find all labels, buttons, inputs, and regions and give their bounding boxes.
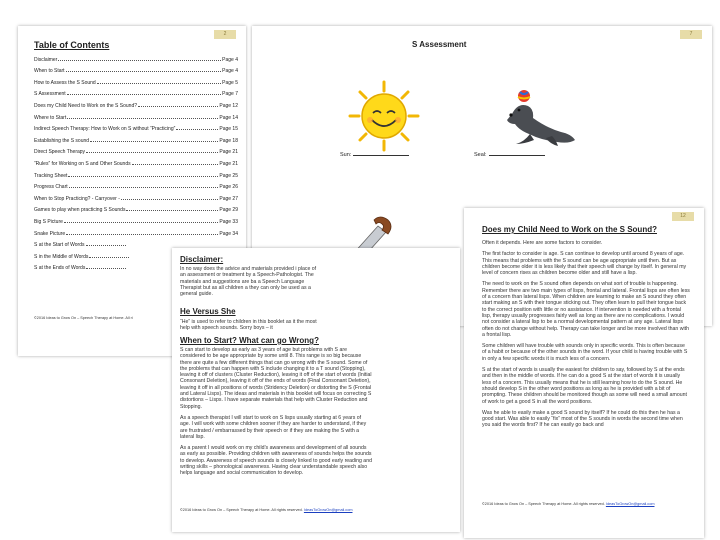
toc-entry-label: Establishing the S sound	[34, 137, 90, 144]
toc-entry-page: Page 15	[219, 126, 238, 133]
footer-email-link[interactable]: IdeasToGrowOn@gmail.com	[605, 502, 655, 506]
paragraph-specific-words: Some children will have trouble with sounds only in specific words. This is often because of a habit or because of the other sounds in the word. If your child is having trouble with S in only a few specific words it is much less of a concern.	[482, 343, 688, 362]
seal-caption	[474, 152, 545, 158]
toc-entry-page: Page 21	[219, 160, 238, 167]
footer-copyright: ©2016 Ideas to Grow On – Speech Therapy at Home. All rights reserved.	[482, 502, 605, 506]
toc-entry[interactable]	[34, 144, 238, 156]
toc-leader-dots	[64, 222, 218, 223]
toc-title: Table of Contents	[34, 40, 110, 50]
toc-leader-dots	[66, 234, 218, 235]
toc-entry-label: Tracking Sheet	[34, 172, 68, 179]
toc-leader-dots	[132, 164, 219, 165]
toc-entry-label: S in the Middle of Words	[34, 253, 89, 260]
child-need-heading: Does my Child Need to Work on the S Sound?	[482, 225, 657, 234]
paragraph-word-positions: S at the start of words is usually the easiest for children to say, followed by S at the ends and then in the middle of words. If he can do a good S at the start of words it is usually less of a concern. This usually means that he is still learning how to do the S sound. He should develop S in the other word positions as long as he is provided with a bit of prompting. These children should be monitored though as some will need a small amount of work to get a good S in all the word positions.	[482, 367, 687, 405]
toc-entry-label: Where to Start	[34, 114, 67, 121]
toc-footer: ©2016 Ideas to Grow On – Speech Therapy at Home. All ri	[34, 316, 133, 320]
toc-entry-page: Page 25	[219, 172, 238, 179]
toc-entry[interactable]	[34, 51, 238, 63]
toc-leader-dots	[89, 257, 129, 258]
toc-leader-dots	[86, 268, 126, 269]
toc-entry-page: Page 26	[219, 184, 238, 191]
paragraph-fixing: Was he able to easily make a good S sound by itself? If he could do this then he has a good start. Was able to easily “fix” most of the S sounds in words the second time when you said the words first? If he can easily go back and	[482, 409, 683, 429]
toc-entry-label: S Assessment	[34, 91, 66, 98]
intro-paragraph: Often it depends. Here are some factors to consider.	[482, 240, 603, 246]
toc-entry[interactable]	[34, 167, 238, 179]
when-to-start-body	[180, 347, 372, 482]
toc-leader-dots	[138, 106, 218, 107]
when-paragraph-3: As a parent I would work on my child’s awareness and development of all sounds as early as possible. Providing children with awareness of sounds helps the sounds to develop. Awareness of speech sounds is closely linked to good early reading and writing skills – phonological awareness. Having clear understandable speech also helps language and social communication to develop.	[180, 445, 372, 477]
child-need-footer	[482, 502, 654, 506]
toc-entry-label: Big S Picture	[34, 218, 63, 225]
when-to-start-heading: When to Start? What can go Wrong?	[180, 336, 319, 345]
paragraph-age: The first factor to consider is age. S can continue to develop until around 8 years of age. This means that problems with the S sound can be age appropriate until then. But as children become older it is less likely that their speech will change by itself. In general my level of concern rises as children become older and still have a lisp.	[482, 251, 687, 277]
seal-label: Seal:	[474, 152, 487, 158]
sun-icon	[348, 80, 420, 152]
footer-email-link[interactable]: IdeasToGrowOn@gmail.com	[303, 508, 353, 512]
toc-leader-dots	[97, 83, 221, 84]
toc-entry-page: Page 7	[222, 91, 238, 98]
toc-leader-dots	[86, 152, 218, 153]
toc-entry-page: Page 29	[219, 207, 238, 214]
disclaimer-page	[172, 248, 460, 532]
toc-entry-label: S at the Ends of Words	[34, 265, 86, 272]
toc-entry-label: How to Assess the S Sound	[34, 79, 96, 86]
paragraph-lisp-types: The need to work on the S sound often depends on what sort of trouble is happening. Remember there are two main types of lisps, frontal and lateral. Frontal lisps are often less of a concern than lateral lisps. When children are learning to make an S sound they often start making an S with their tongue sticking out. They often learn to pull their tongue back to the correct position with little or no assistance. If intervention is needed with a frontal lisp, therapy usually progresses fairly well as long as there are no complications. I would not consider a lateral lisp to be a normal developmental pattern at any age. Lateral lisps often do not change without help. Therapy can take longer and be more involved than with a frontal lisp.	[482, 281, 690, 338]
when-paragraph-1: S can start to develop as early as 3 years of age but problems with S are considered to be age appropriate by some until 8. This range is so big because there are quite a few different things that can go wrong with the S sound. Some of the problems that can happen with S include changing it to a T sound (Stopping), leaving it off of clusters (Cluster Reduction), leaving it off of the start of words (Initial Consonant Deletion), leaving it off of the ends of words (Final Consonant Deletion), leaving it off in all positions of words (Stridency Deletion) or distorting the S (Frontal and Lateral Lisps). The ideas and materials in this booklet will focus on correcting S distortions – Lisps. I have separate materials that help with Cluster Reduction and Stopping.	[180, 347, 372, 410]
toc-entry[interactable]	[34, 86, 238, 98]
child-need-page	[464, 208, 704, 538]
toc-entry-page: Page 34	[219, 230, 238, 237]
toc-entry-page: Page 5	[222, 79, 238, 86]
toc-leader-dots	[58, 60, 221, 61]
toc-entry[interactable]	[34, 121, 238, 133]
seal-answer-line	[489, 155, 545, 156]
toc-leader-dots	[66, 71, 222, 72]
toc-entry[interactable]	[34, 213, 238, 225]
toc-entry-label: Disclaimer	[34, 56, 58, 63]
toc-entry[interactable]	[34, 202, 238, 214]
toc-entry-label: Indirect Speech Therapy: How to Work on S without “Practicing”	[34, 126, 176, 133]
toc-leader-dots	[126, 210, 218, 211]
toc-entry-label: Games to play when practicing S Sounds	[34, 207, 126, 214]
toc-entry[interactable]	[34, 97, 238, 109]
toc-entry-page: Page 27	[219, 195, 238, 202]
toc-leader-dots	[67, 118, 218, 119]
toc-entry-page: Page 12	[219, 102, 238, 109]
toc-leader-dots	[176, 129, 218, 130]
sun-label: Sun:	[340, 152, 352, 158]
toc-entry[interactable]	[34, 225, 238, 237]
when-paragraph-2: As a speech therapist I will start to work on S lisps usually starting at 6 years of age. I will work with some children sooner if they are harder to understand, if they are frustrated / embarrassed by their speech or if they are making the S with a lateral lisp.	[180, 414, 367, 440]
toc-entry[interactable]	[34, 190, 238, 202]
disclaimer-text: In no way does the advice and materials provided i place of an assessment or treatment by a Speech-Pathologist. The materials and suggestions are ba a Speech Language Therapist but as all children a they can only be used as a general guide.	[180, 266, 317, 298]
toc-entry-label: Snake Picture	[34, 230, 66, 237]
he-she-text: “He” is used to refer to children in this booklet as it the most help with speech sounds. Sorry boys – it	[180, 319, 317, 332]
toc-entry[interactable]	[34, 109, 238, 121]
toc-entry-label: When to Start	[34, 68, 65, 75]
toc-entry-page: Page 14	[219, 114, 238, 121]
toc-list	[34, 51, 238, 271]
disclaimer-heading: Disclaimer:	[180, 255, 224, 264]
toc-leader-dots	[67, 94, 221, 95]
toc-leader-dots	[68, 176, 218, 177]
seal-icon	[502, 88, 578, 150]
toc-entry-label: Does my Child Need to Work on the S Sound?	[34, 102, 138, 109]
child-need-body	[482, 240, 690, 434]
toc-entry-page: Page 4	[222, 68, 238, 75]
sun-caption	[340, 152, 409, 158]
toc-entry-label: “Rules” for Working on S and Other Sounds	[34, 160, 131, 167]
toc-leader-dots	[86, 245, 126, 246]
sun-answer-line	[353, 155, 409, 156]
toc-leader-dots	[69, 187, 219, 188]
page-number-badge: 12	[672, 212, 694, 221]
toc-entry-label: When to Stop Practicing? - Carryover -	[34, 195, 120, 202]
toc-entry-page: Page 18	[219, 137, 238, 144]
toc-entry[interactable]	[34, 63, 238, 75]
assessment-title: S Assessment	[412, 40, 467, 49]
footer-copyright: ©2016 Ideas to Grow On – Speech Therapy at Home. All rights reserved.	[180, 508, 303, 512]
toc-entry[interactable]	[34, 237, 238, 249]
toc-entry[interactable]	[34, 74, 238, 86]
page-number-badge: 7	[680, 30, 702, 39]
page-number-badge: 2	[214, 30, 236, 39]
toc-entry-page: Page 4	[222, 56, 238, 63]
toc-leader-dots	[121, 199, 218, 200]
toc-entry-label: Progress Chart	[34, 184, 68, 191]
toc-leader-dots	[90, 141, 218, 142]
disclaimer-footer	[180, 508, 352, 512]
toc-entry-page: Page 33	[219, 218, 238, 225]
toc-entry-page: Page 21	[219, 149, 238, 156]
toc-entry[interactable]	[34, 179, 238, 191]
he-she-heading: He Versus She	[180, 307, 236, 316]
toc-entry[interactable]	[34, 155, 238, 167]
toc-entry[interactable]	[34, 132, 238, 144]
toc-entry-label: Direct Speech Therapy	[34, 149, 86, 156]
toc-entry-label: S at the Start of Words	[34, 242, 85, 249]
